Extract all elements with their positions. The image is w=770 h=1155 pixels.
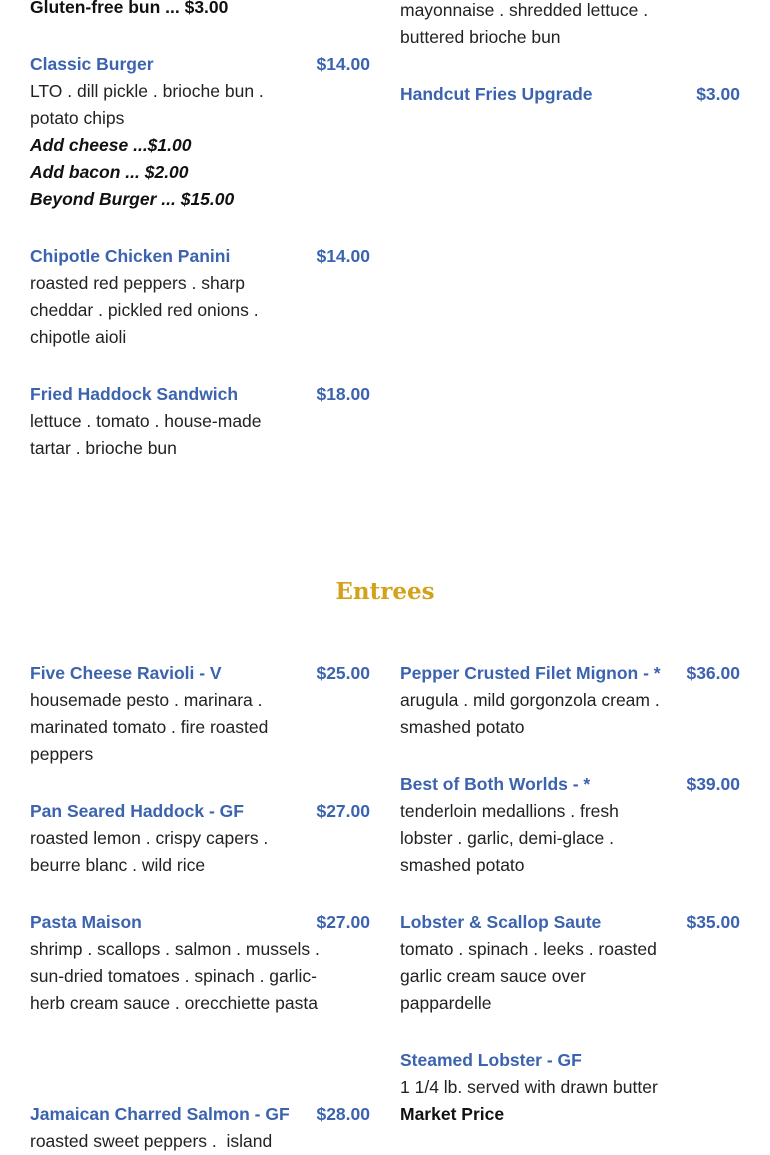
item-name: Best of Both Worlds - *: [400, 774, 591, 794]
menu-item-classic-burger: [30, 51, 370, 213]
item-description: housemade pesto . marinara . marinated tomato . fire roasted peppers: [30, 690, 269, 764]
item-price: $39.00: [686, 774, 740, 794]
item-price: $14.00: [316, 246, 370, 266]
item-description: lettuce . tomato . house-made tartar . brioche bun: [30, 411, 262, 458]
item-price: $36.00: [686, 663, 740, 683]
item-name: Chipotle Chicken Panini: [30, 246, 231, 266]
item-price: $25.00: [316, 663, 370, 683]
item-name: Pan Seared Haddock - GF: [30, 801, 244, 821]
addon-bacon: Add bacon ... $2.00: [30, 162, 189, 182]
item-name: Steamed Lobster - GF: [400, 1050, 582, 1070]
item-price: $27.00: [316, 912, 370, 932]
menu-item-steamed-lobster: [400, 1047, 740, 1128]
menu-item-five-cheese-ravioli: [30, 660, 370, 768]
item-price: $35.00: [686, 912, 740, 932]
menu-item-pepper-crusted-filet-mignon: [400, 660, 740, 741]
previous-item-desc-line-2: buttered brioche bun: [400, 27, 561, 47]
menu-item-chipotle-chicken-panini: [30, 243, 370, 351]
menu-item-best-of-both-worlds: [400, 771, 740, 879]
previous-item-desc-line-1: mayonnaise . shredded lettuce .: [400, 0, 649, 20]
item-name: Fried Haddock Sandwich: [30, 384, 239, 404]
item-name: Five Cheese Ravioli - V: [30, 663, 222, 683]
addon-beyond-burger: Beyond Burger ... $15.00: [30, 189, 235, 209]
menu-item-pan-seared-haddock: [30, 798, 370, 879]
item-price: $27.00: [316, 801, 370, 821]
item-name: Pasta Maison: [30, 912, 142, 932]
item-name: Handcut Fries Upgrade: [400, 84, 593, 104]
item-price: $18.00: [316, 384, 370, 404]
item-description: roasted sweet peppers . island: [30, 1131, 273, 1151]
addon-cheese: Add cheese ...$1.00: [30, 135, 192, 155]
item-description: 1 1/4 lb. served with drawn butter: [400, 1077, 658, 1097]
item-description: arugula . mild gorgonzola cream . smashed potato: [400, 690, 660, 737]
item-price: $14.00: [316, 54, 370, 74]
item-price: $28.00: [316, 1104, 370, 1124]
item-name: Jamaican Charred Salmon - GF: [30, 1104, 290, 1124]
item-name: Pepper Crusted Filet Mignon - *: [400, 663, 661, 683]
item-description: roasted red peppers . sharp cheddar . pickled red onions . chipotle aioli: [30, 273, 259, 347]
gluten-free-bun-addon: Gluten-free bun ... $3.00: [30, 0, 229, 17]
menu-item-jamaican-charred-salmon: [30, 1101, 370, 1155]
menu-item-handcut-fries-upgrade: [400, 81, 740, 108]
item-description: roasted lemon . crispy capers . beurre blanc . wild rice: [30, 828, 269, 875]
menu-item-lobster-scallop-saute: [400, 909, 740, 1017]
item-price: $3.00: [696, 84, 740, 104]
item-description: tenderloin medallions . fresh lobster . garlic, demi-glace . smashed potato: [400, 801, 619, 875]
item-name: Classic Burger: [30, 54, 154, 74]
item-description: shrimp . scallops . salmon . mussels . sun-dried tomatoes . spinach . garlic-herb cream sauce . orecchiette pasta: [30, 939, 320, 1013]
section-title-entrees: Entrees: [335, 578, 435, 605]
market-price-label: Market Price: [400, 1104, 505, 1124]
item-name: Lobster & Scallop Saute: [400, 912, 602, 932]
menu-item-fried-haddock-sandwich: [30, 381, 370, 462]
item-description: tomato . spinach . leeks . roasted garlic cream sauce over pappardelle: [400, 939, 657, 1013]
item-description: LTO . dill pickle . brioche bun . potato chips: [30, 81, 264, 128]
menu-item-pasta-maison: [30, 909, 370, 1017]
